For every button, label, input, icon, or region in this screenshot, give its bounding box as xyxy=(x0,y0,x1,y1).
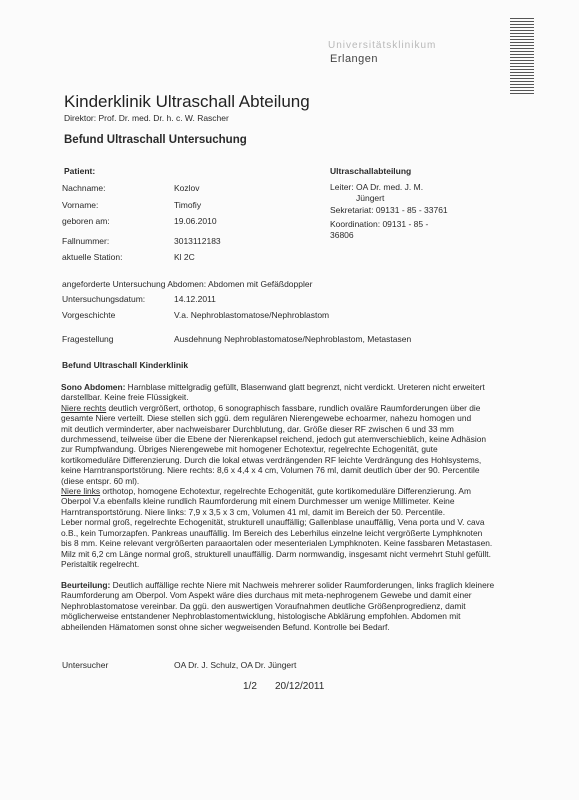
barcode-image xyxy=(510,18,534,94)
patient-value-lastname: Kozlov xyxy=(174,183,200,193)
patient-value-casenumber: 3013112183 xyxy=(174,236,221,246)
department-leiter-line1: Leiter: OA Dr. med. J. M. xyxy=(330,182,424,192)
page-number: 1/2 xyxy=(243,681,257,692)
report-subtitle: Befund Ultraschall Untersuchung xyxy=(64,134,247,146)
right-kidney-line-1: Niere rechts deutlich vergrößert, orthotop, 6 sonographisch fassbare, rundlich ovaläre Raumforderungen über die xyxy=(61,402,481,413)
patient-label-casenumber: Fallnummer: xyxy=(62,236,110,246)
right-kidney-label: Niere rechts xyxy=(61,402,107,413)
department-sekretariat: Sekretariat: 09131 - 85 - 33761 xyxy=(330,205,448,215)
assessment-line-1: Beurteilung: Deutlich auffällige rechte Niere mit Nachweis mehrerer solider Raumforderungen, links fraglich kleinere xyxy=(61,580,495,590)
findings-heading: Befund Ultraschall Kinderklinik xyxy=(62,360,189,370)
question-label: Fragestellung xyxy=(62,334,114,344)
right-kidney-line: mit deutlich verminderter, aber nachweisbarer Durchblutung, dar. Größe dieser RF zwischen 6 und 33 mm xyxy=(61,423,454,434)
assessment-label: Beurteilung: xyxy=(61,580,111,590)
patient-label-birthdate: geboren am: xyxy=(62,216,110,226)
examiner-label: Untersucher xyxy=(62,660,109,670)
assessment-text xyxy=(61,580,531,632)
left-kidney-line: o.B., kein Tumorzapfen. Pankreas unauffällig. Im Bereich des Leberhilus einzelne leicht vergrößerte Lymphknoten xyxy=(61,527,483,538)
assessment-line: abheilenden Hämatomen sonst ohne sicher wegweisenden Befund. Kontrolle bei Bedarf. xyxy=(61,621,390,632)
right-kidney-line: keine Harntransportstörung. Niere rechts: 8,6 x 4,4 x 4 cm, Volumen 76 ml, damit deutlich über der 90. Percentile xyxy=(61,465,480,476)
exam-date-label: Untersuchungsdatum: xyxy=(62,294,146,304)
examiner-value: OA Dr. J. Schulz, OA Dr. Jüngert xyxy=(174,660,297,670)
left-kidney-line: bis 8 mm. Keine relevant vergrößerten paraaortalen oder mesenterialen Lymphknoten. Keine fassbaren Metastasen. xyxy=(61,538,493,549)
patient-value-station: Kl 2C xyxy=(174,252,195,262)
sono-line-1: Sono Abdomen: Harnblase mittelgradig gefüllt, Blasenwand glatt begrenzt, nicht verdickt. Ureteren nicht erweitert xyxy=(61,382,485,392)
patient-label-station: aktuelle Station: xyxy=(62,252,123,262)
right-kidney-line: durchmessend, teilweise über die Ebene der Nierenkapsel reichend, jedoch gut atemverschieblich, keine Adhäsion xyxy=(61,434,487,445)
left-kidney-line-1: Niere links orthotop, homogene Echotextur, regelrechte Echogenität, gute kortikomeduläre Differenzierung. Am xyxy=(61,486,471,497)
right-kidney-line: zur Rumpfwandung. Übriges Nierengewebe mit homogener Echotextur, regelrechte Echogenität, gute xyxy=(61,444,438,455)
department-koordination-line1: Koordination: 09131 - 85 - xyxy=(330,219,429,229)
left-kidney-line: Milz mit 6,2 cm Länge normal groß, strukturell unauffällig. Darm normwandig, insgesamt nicht vermehrt Stuhl gefüllt. xyxy=(61,548,491,559)
print-date: 20/12/2011 xyxy=(275,681,325,692)
sono-label: Sono Abdomen: xyxy=(61,382,126,392)
patient-value-birthdate: 19.06.2010 xyxy=(174,216,217,226)
department-leiter-line2: Jüngert xyxy=(356,193,385,203)
right-kidney-line: gesamte Niere verteilt. Diese stellen sich ggü. dem regulären Nierengewebe echoarmer, nahezu homogen und xyxy=(61,413,472,424)
left-kidney-line: Oberpol V.a ebenfalls kleine rundlich Raumforderung mit einem Durchmesser um wenige Millimeter. Keine xyxy=(61,496,455,507)
patient-heading: Patient: xyxy=(64,166,96,176)
department-koordination-line2: 36806 xyxy=(330,230,354,240)
department-heading: Ultraschallabteilung xyxy=(330,166,412,176)
university-name: Universitätsklinikum xyxy=(328,40,437,51)
history-value: V.a. Nephroblastomatose/Nephroblastom xyxy=(174,310,330,320)
assessment-line: möglicherweise entstandener Nephroblastomentwicklung, histologische Abklärung empfohlen. Abdomen mit xyxy=(61,611,461,622)
right-kidney-line: (diese entspr. 60 ml). xyxy=(61,475,140,486)
left-kidney-line: Peristaltik regelrecht. xyxy=(61,558,140,569)
assessment-line: Raumforderung am Oberpol. Vom Aspekt wäre dies durchaus mit meta-nephrogenem Gewebe und damit einer xyxy=(61,590,472,601)
requested-exam: angeforderte Untersuchung Abdomen: Abdomen mit Gefäßdoppler xyxy=(62,279,313,289)
left-kidney-label: Niere links xyxy=(61,486,101,497)
findings-text xyxy=(61,382,531,569)
right-kidney-line: kortikomeduläre Differenzierung. Durch die lokal etwas verdrängenden RF leichte Verdrängung des Hohlsystems, xyxy=(61,454,482,465)
left-kidney-line: Harntransportstörung. Niere links: 7,9 x 3,5 x 3 cm, Volumen 41 ml, damit im Bereich der 50. Percentile. xyxy=(61,506,446,517)
history-label: Vorgeschichte xyxy=(62,310,116,320)
sono-line-2: darstellbar. Keine freie Flüssigkeit. xyxy=(61,392,189,403)
assessment-line: Nephroblastomatose vereinbar. Da ggü. den auswertigen Voraufnahmen deutliche Größenprogredienz, damit xyxy=(61,600,466,611)
patient-label-firstname: Vorname: xyxy=(62,200,99,210)
clinic-title: Kinderklinik Ultraschall Abteilung xyxy=(64,92,310,111)
left-kidney-line: Leber normal groß, regelrechte Echogenität, strukturell unauffällig; Gallenblase unauffällig, Vena porta und V. cava xyxy=(61,517,485,528)
exam-date-value: 14.12.2011 xyxy=(174,294,216,304)
question-value: Ausdehnung Nephroblastomatose/Nephroblastom, Metastasen xyxy=(174,334,412,344)
city-name: Erlangen xyxy=(330,53,379,65)
director-line: Direktor: Prof. Dr. med. Dr. h. c. W. Rascher xyxy=(64,113,229,123)
patient-label-lastname: Nachname: xyxy=(62,183,106,193)
patient-value-firstname: Timofiy xyxy=(174,200,202,210)
